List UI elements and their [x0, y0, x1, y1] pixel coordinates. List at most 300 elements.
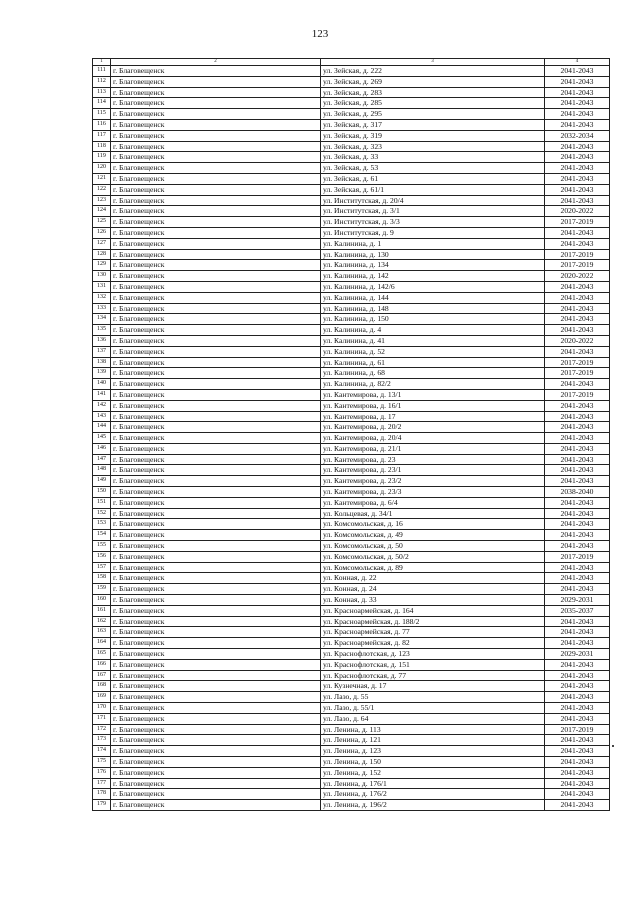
table-body	[93, 66, 610, 811]
table-row	[93, 724, 610, 735]
period-cell: 2041-2043	[545, 659, 610, 670]
address-cell: ул. Комсомольская, д. 89	[321, 562, 545, 573]
table-row	[93, 271, 610, 282]
city-cell: г. Благовещенск	[111, 422, 321, 433]
period-cell: 2041-2043	[545, 325, 610, 336]
address-cell: ул. Зейская, д. 222	[321, 66, 545, 77]
table-row	[93, 562, 610, 573]
row-number: 174	[93, 746, 111, 757]
period-cell: 2041-2043	[545, 476, 610, 487]
row-number: 131	[93, 281, 111, 292]
city-cell: г. Благовещенск	[111, 281, 321, 292]
city-cell: г. Благовещенск	[111, 314, 321, 325]
table-row	[93, 303, 610, 314]
period-cell: 2041-2043	[545, 530, 610, 541]
row-number: 159	[93, 584, 111, 595]
address-cell: ул. Ленина, д. 196/2	[321, 800, 545, 811]
address-cell: ул. Институтская, д. 3/1	[321, 206, 545, 217]
address-cell: ул. Лазо, д. 55/1	[321, 703, 545, 714]
city-cell: г. Благовещенск	[111, 260, 321, 271]
city-cell: г. Благовещенск	[111, 735, 321, 746]
period-cell: 2029-2031	[545, 595, 610, 606]
table-row	[93, 508, 610, 519]
city-cell: г. Благовещенск	[111, 476, 321, 487]
row-number: 134	[93, 314, 111, 325]
address-cell: ул. Калинина, д. 144	[321, 292, 545, 303]
table-row	[93, 119, 610, 130]
table-row	[93, 98, 610, 109]
table-row	[93, 584, 610, 595]
row-number: 166	[93, 659, 111, 670]
address-cell: ул. Кантемирова, д. 23	[321, 454, 545, 465]
city-cell: г. Благовещенск	[111, 487, 321, 498]
period-cell: 2020-2022	[545, 206, 610, 217]
city-cell: г. Благовещенск	[111, 152, 321, 163]
city-cell: г. Благовещенск	[111, 649, 321, 660]
row-number: 136	[93, 335, 111, 346]
address-cell: ул. Ленина, д. 121	[321, 735, 545, 746]
table-row	[93, 152, 610, 163]
period-cell: 2041-2043	[545, 497, 610, 508]
address-cell: ул. Кантемирова, д. 23/1	[321, 465, 545, 476]
period-cell: 2041-2043	[545, 66, 610, 77]
city-cell: г. Благовещенск	[111, 789, 321, 800]
row-number: 116	[93, 119, 111, 130]
table-row	[93, 670, 610, 681]
period-cell: 2041-2043	[545, 152, 610, 163]
address-cell: ул. Кантемирова, д. 23/3	[321, 487, 545, 498]
city-cell: г. Благовещенск	[111, 757, 321, 768]
table-row	[93, 789, 610, 800]
period-cell: 2038-2040	[545, 487, 610, 498]
table-row	[93, 292, 610, 303]
city-cell: г. Благовещенск	[111, 66, 321, 77]
period-cell: 2041-2043	[545, 508, 610, 519]
address-cell: ул. Кантемирова, д. 6/4	[321, 497, 545, 508]
row-number: 176	[93, 767, 111, 778]
table-row	[93, 519, 610, 530]
city-cell: г. Благовещенск	[111, 497, 321, 508]
row-number: 120	[93, 163, 111, 174]
address-cell: ул. Кантемирова, д. 17	[321, 411, 545, 422]
period-cell: 2041-2043	[545, 713, 610, 724]
row-number: 122	[93, 184, 111, 195]
table-row	[93, 800, 610, 811]
row-number: 163	[93, 627, 111, 638]
address-cell: ул. Комсомольская, д. 16	[321, 519, 545, 530]
period-cell: 2041-2043	[545, 519, 610, 530]
table-row	[93, 692, 610, 703]
city-cell: г. Благовещенск	[111, 119, 321, 130]
table-row	[93, 573, 610, 584]
address-cell: ул. Краснофлотская, д. 123	[321, 649, 545, 660]
table-row	[93, 260, 610, 271]
table-row	[93, 735, 610, 746]
row-number: 151	[93, 497, 111, 508]
period-cell: 2041-2043	[545, 735, 610, 746]
city-cell: г. Благовещенск	[111, 616, 321, 627]
address-cell: ул. Институтская, д. 9	[321, 227, 545, 238]
row-number: 170	[93, 703, 111, 714]
city-cell: г. Благовещенск	[111, 800, 321, 811]
period-cell: 2041-2043	[545, 422, 610, 433]
address-cell: ул. Ленина, д. 152	[321, 767, 545, 778]
period-cell: 2041-2043	[545, 411, 610, 422]
row-number: 146	[93, 443, 111, 454]
table-row	[93, 325, 610, 336]
row-number: 141	[93, 389, 111, 400]
row-number: 113	[93, 87, 111, 98]
city-cell: г. Благовещенск	[111, 389, 321, 400]
row-number: 127	[93, 238, 111, 249]
city-cell: г. Благовещенск	[111, 184, 321, 195]
period-cell: 2041-2043	[545, 681, 610, 692]
city-cell: г. Благовещенск	[111, 271, 321, 282]
period-cell: 2041-2043	[545, 314, 610, 325]
city-cell: г. Благовещенск	[111, 562, 321, 573]
row-number: 138	[93, 357, 111, 368]
address-cell: ул. Красноармейская, д. 82	[321, 638, 545, 649]
row-number: 145	[93, 433, 111, 444]
table-row	[93, 368, 610, 379]
row-number: 171	[93, 713, 111, 724]
row-number: 137	[93, 346, 111, 357]
period-cell: 2041-2043	[545, 778, 610, 789]
city-cell: г. Благовещенск	[111, 746, 321, 757]
address-cell: ул. Кантемирова, д. 13/1	[321, 389, 545, 400]
table-row	[93, 249, 610, 260]
row-number: 130	[93, 271, 111, 282]
table-row	[93, 465, 610, 476]
address-cell: ул. Калинина, д. 130	[321, 249, 545, 260]
address-cell: ул. Краснофлотская, д. 151	[321, 659, 545, 670]
address-cell: ул. Кантемирова, д. 16/1	[321, 400, 545, 411]
period-cell: 2041-2043	[545, 141, 610, 152]
row-number: 155	[93, 541, 111, 552]
period-cell: 2017-2019	[545, 724, 610, 735]
table-row	[93, 443, 610, 454]
table-row	[93, 551, 610, 562]
city-cell: г. Благовещенск	[111, 605, 321, 616]
table-row	[93, 605, 610, 616]
row-number: 117	[93, 130, 111, 141]
period-cell: 2032-2034	[545, 130, 610, 141]
table-header	[93, 59, 610, 66]
table-row	[93, 476, 610, 487]
period-cell: 2020-2022	[545, 335, 610, 346]
city-cell: г. Благовещенск	[111, 638, 321, 649]
period-cell: 2041-2043	[545, 757, 610, 768]
table-row	[93, 206, 610, 217]
city-cell: г. Благовещенск	[111, 713, 321, 724]
table-row	[93, 497, 610, 508]
row-number: 133	[93, 303, 111, 314]
city-cell: г. Благовещенск	[111, 238, 321, 249]
address-cell: ул. Институтская, д. 20/4	[321, 195, 545, 206]
row-number: 167	[93, 670, 111, 681]
table-row	[93, 346, 610, 357]
address-cell: ул. Калинина, д. 1	[321, 238, 545, 249]
row-number: 142	[93, 400, 111, 411]
period-cell: 2041-2043	[545, 670, 610, 681]
period-cell: 2041-2043	[545, 465, 610, 476]
address-cell: ул. Ленина, д. 176/1	[321, 778, 545, 789]
row-number: 157	[93, 562, 111, 573]
period-cell: 2041-2043	[545, 184, 610, 195]
city-cell: г. Благовещенск	[111, 703, 321, 714]
city-cell: г. Благовещенск	[111, 217, 321, 228]
period-cell: 2041-2043	[545, 87, 610, 98]
table-row	[93, 778, 610, 789]
housing-register-table	[92, 58, 610, 811]
address-cell: ул. Кантемирова, д. 20/4	[321, 433, 545, 444]
column-number-row	[93, 59, 610, 66]
city-cell: г. Благовещенск	[111, 411, 321, 422]
address-cell: ул. Лазо, д. 55	[321, 692, 545, 703]
address-cell: ул. Ленина, д. 150	[321, 757, 545, 768]
row-number: 139	[93, 368, 111, 379]
table-row	[93, 659, 610, 670]
table-row	[93, 400, 610, 411]
city-cell: г. Благовещенск	[111, 670, 321, 681]
address-cell: ул. Калинина, д. 68	[321, 368, 545, 379]
city-cell: г. Благовещенск	[111, 508, 321, 519]
table-row	[93, 217, 610, 228]
table-row	[93, 411, 610, 422]
address-cell: ул. Комсомольская, д. 50/2	[321, 551, 545, 562]
row-number: 175	[93, 757, 111, 768]
table-row	[93, 87, 610, 98]
address-cell: ул. Зейская, д. 319	[321, 130, 545, 141]
table-row	[93, 141, 610, 152]
table-row	[93, 227, 610, 238]
address-cell: ул. Комсомольская, д. 50	[321, 541, 545, 552]
address-cell: ул. Калинина, д. 142/6	[321, 281, 545, 292]
city-cell: г. Благовещенск	[111, 400, 321, 411]
row-number: 165	[93, 649, 111, 660]
table-row	[93, 681, 610, 692]
row-number: 129	[93, 260, 111, 271]
row-number: 126	[93, 227, 111, 238]
city-cell: г. Благовещенск	[111, 454, 321, 465]
period-cell: 2041-2043	[545, 443, 610, 454]
period-cell: 2041-2043	[545, 562, 610, 573]
row-number: 179	[93, 800, 111, 811]
city-cell: г. Благовещенск	[111, 681, 321, 692]
city-cell: г. Благовещенск	[111, 292, 321, 303]
address-cell: ул. Кантемирова, д. 23/2	[321, 476, 545, 487]
row-number: 178	[93, 789, 111, 800]
period-cell: 2017-2019	[545, 217, 610, 228]
address-cell: ул. Красноармейская, д. 77	[321, 627, 545, 638]
city-cell: г. Благовещенск	[111, 692, 321, 703]
table-row	[93, 422, 610, 433]
address-cell: ул. Краснофлотская, д. 77	[321, 670, 545, 681]
table-row	[93, 638, 610, 649]
address-cell: ул. Зейская, д. 33	[321, 152, 545, 163]
table-row	[93, 616, 610, 627]
address-cell: ул. Ленина, д. 123	[321, 746, 545, 757]
city-cell: г. Благовещенск	[111, 303, 321, 314]
city-cell: г. Благовещенск	[111, 173, 321, 184]
period-cell: 2041-2043	[545, 163, 610, 174]
row-number: 123	[93, 195, 111, 206]
period-cell: 2041-2043	[545, 627, 610, 638]
period-cell: 2041-2043	[545, 119, 610, 130]
period-cell: 2041-2043	[545, 746, 610, 757]
period-cell: 2041-2043	[545, 281, 610, 292]
period-cell: 2041-2043	[545, 195, 610, 206]
row-number: 128	[93, 249, 111, 260]
address-cell: ул. Лазо, д. 64	[321, 713, 545, 724]
period-cell: 2041-2043	[545, 227, 610, 238]
period-cell: 2041-2043	[545, 379, 610, 390]
city-cell: г. Благовещенск	[111, 141, 321, 152]
table-row	[93, 173, 610, 184]
row-number: 154	[93, 530, 111, 541]
address-cell: ул. Калинина, д. 4	[321, 325, 545, 336]
city-cell: г. Благовещенск	[111, 325, 321, 336]
address-cell: ул. Калинина, д. 52	[321, 346, 545, 357]
period-cell: 2041-2043	[545, 573, 610, 584]
address-cell: ул. Калинина, д. 134	[321, 260, 545, 271]
period-cell: 2041-2043	[545, 400, 610, 411]
row-number: 162	[93, 616, 111, 627]
row-number: 143	[93, 411, 111, 422]
city-cell: г. Благовещенск	[111, 541, 321, 552]
row-number: 135	[93, 325, 111, 336]
address-cell: ул. Калинина, д. 82/2	[321, 379, 545, 390]
address-cell: ул. Конная, д. 22	[321, 573, 545, 584]
address-cell: ул. Калинина, д. 41	[321, 335, 545, 346]
row-number: 124	[93, 206, 111, 217]
period-cell: 2041-2043	[545, 303, 610, 314]
column-number-1: 1	[93, 59, 111, 66]
period-cell: 2017-2019	[545, 368, 610, 379]
period-cell: 2041-2043	[545, 109, 610, 120]
city-cell: г. Благовещенск	[111, 335, 321, 346]
row-number: 156	[93, 551, 111, 562]
period-cell: 2041-2043	[545, 173, 610, 184]
table-row	[93, 76, 610, 87]
row-number: 152	[93, 508, 111, 519]
city-cell: г. Благовещенск	[111, 551, 321, 562]
period-cell: 2017-2019	[545, 551, 610, 562]
city-cell: г. Благовещенск	[111, 206, 321, 217]
table-row	[93, 487, 610, 498]
table-row	[93, 130, 610, 141]
city-cell: г. Благовещенск	[111, 530, 321, 541]
address-cell: ул. Зейская, д. 283	[321, 87, 545, 98]
period-cell: 2041-2043	[545, 292, 610, 303]
address-cell: ул. Ленина, д. 176/2	[321, 789, 545, 800]
address-cell: ул. Конная, д. 24	[321, 584, 545, 595]
address-cell: ул. Зейская, д. 53	[321, 163, 545, 174]
period-cell: 2041-2043	[545, 433, 610, 444]
table-row	[93, 163, 610, 174]
row-number: 114	[93, 98, 111, 109]
city-cell: г. Благовещенск	[111, 627, 321, 638]
period-cell: 2029-2031	[545, 649, 610, 660]
table-row	[93, 746, 610, 757]
period-cell: 2041-2043	[545, 454, 610, 465]
table-row	[93, 649, 610, 660]
table-row	[93, 195, 610, 206]
table-row	[93, 357, 610, 368]
row-number: 173	[93, 735, 111, 746]
row-number: 177	[93, 778, 111, 789]
city-cell: г. Благовещенск	[111, 346, 321, 357]
row-number: 132	[93, 292, 111, 303]
period-cell: 2041-2043	[545, 703, 610, 714]
period-cell: 2041-2043	[545, 800, 610, 811]
period-cell: 2041-2043	[545, 767, 610, 778]
table-row	[93, 314, 610, 325]
table-row	[93, 109, 610, 120]
table-row	[93, 713, 610, 724]
city-cell: г. Благовещенск	[111, 76, 321, 87]
period-cell: 2041-2043	[545, 541, 610, 552]
city-cell: г. Благовещенск	[111, 227, 321, 238]
table-row	[93, 767, 610, 778]
city-cell: г. Благовещенск	[111, 195, 321, 206]
row-number: 158	[93, 573, 111, 584]
city-cell: г. Благовещенск	[111, 584, 321, 595]
row-number: 111	[93, 66, 111, 77]
city-cell: г. Благовещенск	[111, 595, 321, 606]
row-number: 140	[93, 379, 111, 390]
row-number: 121	[93, 173, 111, 184]
row-number: 169	[93, 692, 111, 703]
city-cell: г. Благовещенск	[111, 573, 321, 584]
period-cell: 2041-2043	[545, 584, 610, 595]
address-cell: ул. Калинина, д. 142	[321, 271, 545, 282]
column-number-4: 4	[545, 59, 610, 66]
row-number: 150	[93, 487, 111, 498]
period-cell: 2041-2043	[545, 789, 610, 800]
period-cell: 2041-2043	[545, 692, 610, 703]
table-row	[93, 595, 610, 606]
city-cell: г. Благовещенск	[111, 659, 321, 670]
city-cell: г. Благовещенск	[111, 724, 321, 735]
city-cell: г. Благовещенск	[111, 130, 321, 141]
city-cell: г. Благовещенск	[111, 87, 321, 98]
address-cell: ул. Зейская, д. 317	[321, 119, 545, 130]
row-number: 153	[93, 519, 111, 530]
address-cell: ул. Калинина, д. 61	[321, 357, 545, 368]
table-row	[93, 627, 610, 638]
table-row	[93, 433, 610, 444]
address-cell: ул. Зейская, д. 295	[321, 109, 545, 120]
address-cell: ул. Зейская, д. 323	[321, 141, 545, 152]
address-cell: ул. Зейская, д. 61/1	[321, 184, 545, 195]
row-number: 148	[93, 465, 111, 476]
row-number: 149	[93, 476, 111, 487]
row-number: 115	[93, 109, 111, 120]
table-row	[93, 238, 610, 249]
table-row	[93, 66, 610, 77]
row-number: 125	[93, 217, 111, 228]
table-row	[93, 184, 610, 195]
table-row	[93, 530, 610, 541]
city-cell: г. Благовещенск	[111, 357, 321, 368]
period-cell: 2041-2043	[545, 346, 610, 357]
city-cell: г. Благовещенск	[111, 519, 321, 530]
address-cell: ул. Институтская, д. 3/3	[321, 217, 545, 228]
address-cell: ул. Красноармейская, д. 164	[321, 605, 545, 616]
period-cell: 2017-2019	[545, 389, 610, 400]
city-cell: г. Благовещенск	[111, 368, 321, 379]
